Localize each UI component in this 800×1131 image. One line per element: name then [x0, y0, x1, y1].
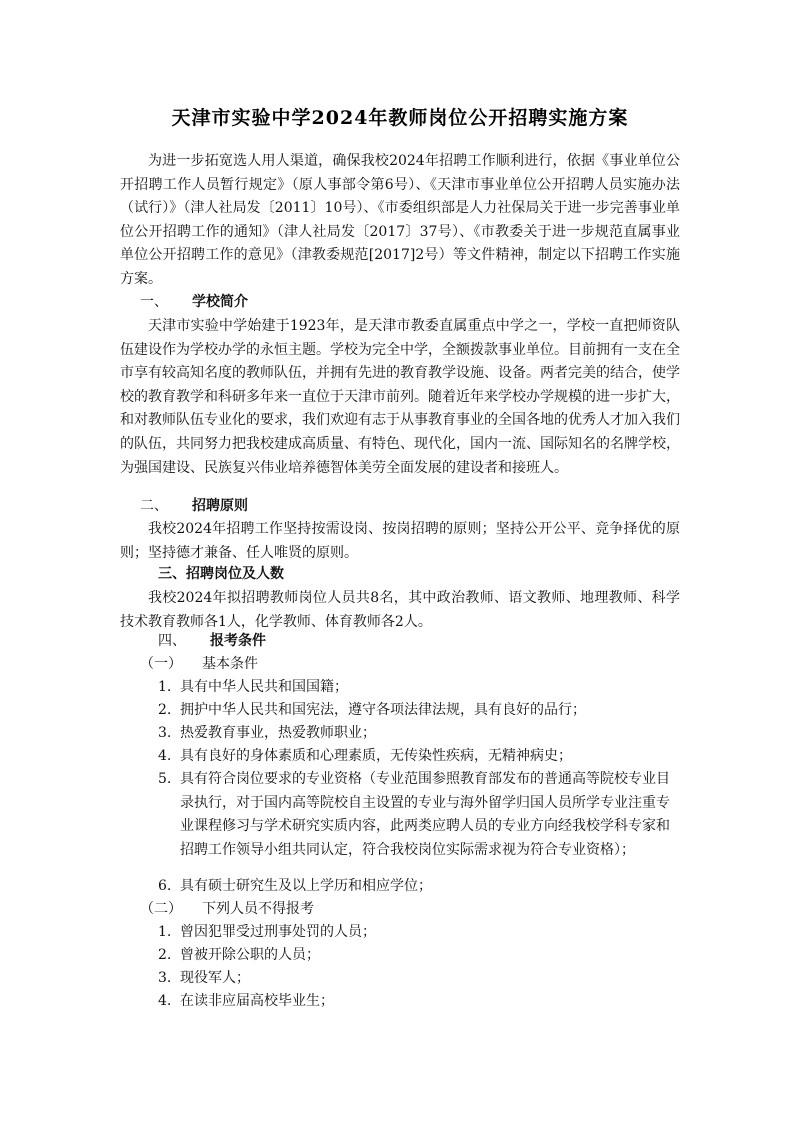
- list-item-number: 5.: [158, 771, 172, 787]
- section-3-body: 我校2024年拟招聘教师岗位人员共8名，其中政治教师、语文教师、地理教师、科学技术教育教师各1人，化学教师、体育教师各2人。: [120, 590, 680, 630]
- document-title: 天津市实验中学2024年教师岗位公开招聘实施方案: [171, 107, 629, 129]
- section-2-heading: [140, 495, 248, 519]
- list-item-number: 3.: [158, 970, 172, 986]
- subsection-1-title: 基本条件: [202, 656, 258, 672]
- list-item-text: 曾因犯罪受过刑事处罚的人员；: [180, 924, 376, 940]
- section-3-title: 三、招聘岗位及人数: [158, 566, 284, 582]
- list-item-number: 6.: [158, 878, 172, 894]
- list-item-text: 具有中华人民共和国国籍；: [180, 679, 348, 695]
- list-item-text: 曾被开除公职的人员；: [180, 947, 320, 963]
- list-item: [158, 875, 678, 899]
- list-item-number: 2.: [158, 702, 172, 718]
- list-item: [158, 722, 678, 746]
- list-item: [158, 768, 678, 862]
- list-item-number: 3.: [158, 725, 172, 741]
- subsection-2-heading: [140, 898, 314, 922]
- section-2-body: 我校2024年招聘工作坚持按需设岗、按岗招聘的原则；坚持公开公平、竞争择优的原则；坚持德才兼备、任人唯贤的原则。: [120, 521, 680, 561]
- intro-paragraph: 为进一步拓宽选人用人渠道，确保我校2024年招聘工作顺利进行，依据《事业单位公开招聘工作人员暂行规定》（原人事部令第6号）、《天津市事业单位公开招聘人员实施办法（试行）》（津人社局发〔2011〕10号）、《市委组织部是人力社保局关于进一步完善事业单位公开招聘工作的通知》（津人社局发〔2017〕37号）、《市教委关于进一步规范直属事业单位公开招聘工作的意见》（津教委规范[2017]2号）等文件精神，制定以下招聘工作实施方案。: [120, 153, 680, 287]
- section-1-body: 天津市实验中学始建于1923年，是天津市教委直属重点中学之一，学校一直把师资队伍建设作为学校办学的永恒主题。学校为完全中学，全额拨款事业单位。目前拥有一支在全市享有较高知名度的教师队伍，并拥有先进的教育教学设施、设备。两者完美的结合，使学校的教育教学和科研多年来一直位于天津市前列。随着近年来学校办学规模的进一步扩大，和对教师队伍专业化的要求，我们欢迎有志于从事教育事业的全国各地的优秀人才加入我们的队伍，共同努力把我校建成高质量、有特色、现代化，国内一流、国际知名的名牌学校，为强国建设、民族复兴伟业培养德智体美劳全面发展的建设者和接班人。: [120, 318, 680, 476]
- section-1-title: 学校简介: [192, 294, 248, 310]
- section-3-heading: [158, 563, 284, 587]
- list-item: [158, 699, 678, 723]
- list-item-text: 具有硕士研究生及以上学历和相应学位；: [180, 878, 432, 894]
- list-item: [158, 967, 678, 991]
- list-item-number: 4.: [158, 748, 172, 764]
- section-4-number: 四、: [158, 633, 186, 649]
- list-item-text: 具有良好的身体素质和心理素质，无传染性疾病，无精神病史；: [180, 748, 572, 764]
- section-2-title: 招聘原则: [192, 498, 248, 514]
- section-4-heading: [158, 630, 266, 654]
- list-item: [158, 676, 678, 700]
- list-item: [158, 745, 678, 769]
- list-item-text: 在读非应届高校毕业生；: [180, 993, 334, 1009]
- list-item-number: 1.: [158, 924, 172, 940]
- list-item-number: 4.: [158, 993, 172, 1009]
- list-item: [158, 921, 678, 945]
- section-1-number: 一、: [140, 294, 168, 310]
- subsection-1-heading: [140, 653, 258, 677]
- section-4-title: 报考条件: [210, 633, 266, 649]
- list-item: [158, 944, 678, 968]
- list-item-text: 热爱教育事业，热爱教师职业；: [180, 725, 376, 741]
- list-item: [158, 990, 678, 1014]
- list-item-text: 具有符合岗位要求的专业资格（专业范围参照教育部发布的普通高等院校专业目录执行，对于国内高等院校自主设置的专业与海外留学归国人员所学专业注重专业课程修习与学术研究实质内容，此两类应聘人员的专业方向经我校学科专家和招聘工作领导小组共同认定，符合我校岗位实际需求视为符合专业资格）；: [180, 771, 670, 858]
- subsection-1-number: （一）: [140, 656, 182, 672]
- section-1-heading: [140, 291, 248, 315]
- list-item-text: 现役军人；: [180, 970, 250, 986]
- list-item-text: 拥护中华人民共和国宪法，遵守各项法律法规，具有良好的品行；: [180, 702, 586, 718]
- subsection-2-number: （二）: [140, 901, 182, 917]
- list-item-number: 1.: [158, 679, 172, 695]
- subsection-2-title: 下列人员不得报考: [202, 901, 314, 917]
- section-2-number: 二、: [140, 498, 168, 514]
- list-item-number: 2.: [158, 947, 172, 963]
